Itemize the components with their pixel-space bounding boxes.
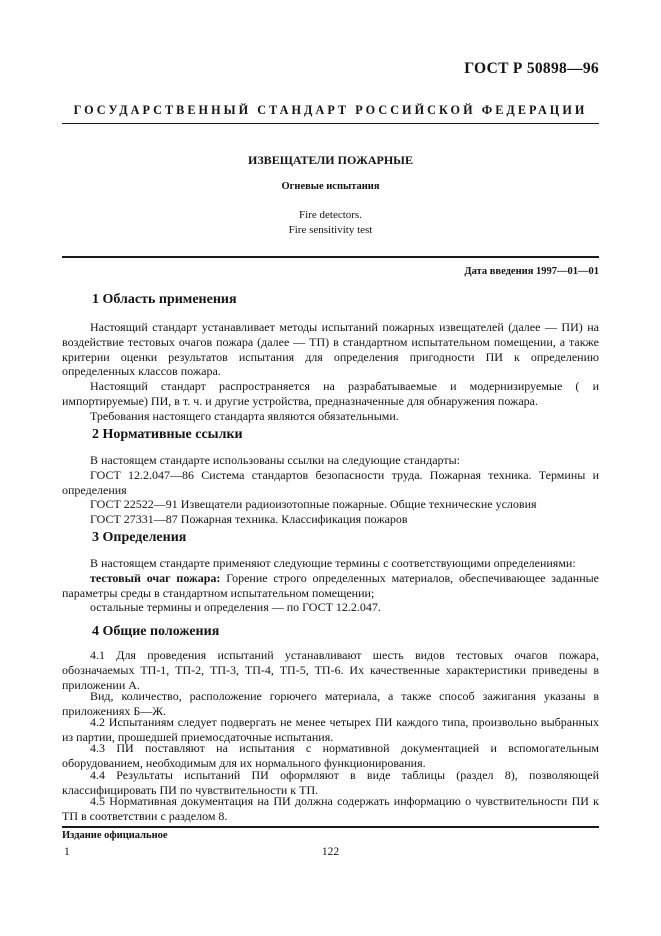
- section-1-paragraph: Требования настоящего стандарта являются обязательными.: [90, 409, 399, 423]
- sheet-number: 1: [64, 846, 70, 858]
- english-title-1: Fire detectors.: [299, 209, 362, 221]
- section-3-paragraph: В настоящем стандарте применяют следующие термины с соответствующими определениями:: [90, 556, 576, 570]
- title-rule: [62, 256, 599, 258]
- official-edition-label: Издание официальное: [62, 830, 168, 841]
- section-2-heading: 2 Нормативные ссылки: [92, 427, 243, 442]
- section-3-paragraph: остальные термины и определения — по ГОСТ 12.2.047.: [90, 600, 381, 614]
- footer-rule: [62, 826, 599, 828]
- term-definition: тестовый очаг пожара: Горение строго определенных материалов, обеспечивающее заданные параметры среды в стандартном испытательном помещении;: [62, 571, 599, 600]
- term-label: тестовый очаг пожара:: [90, 571, 221, 585]
- section-2-paragraph: В настоящем стандарте использованы ссылки на следующие стандарты:: [90, 453, 461, 467]
- section-1-paragraph: Настоящий стандарт устанавливает методы испытаний пожарных извещателей (далее — ПИ) на воздействие тестовых очагов пожара (далее — ТП) в стандартном испытательном помещении, а также критерии оценки результатов испытания для определения пригодности ПИ к определению определенных классов пожара.: [62, 320, 599, 379]
- section-1-paragraph: Настоящий стандарт распространяется на разрабатываемые и модернизируемые ( и импортируемые) ПИ, в т. ч. и другие устройства, предназначенные для обнаружения пожара.: [62, 379, 599, 408]
- clause-4-2: 4.2 Испытаниям следует подвергать не менее четырех ПИ каждого типа, произвольно выбранных из партии, прошедшей приемосдаточные испытания.: [62, 715, 599, 744]
- clause-4-1-note: Вид, количество, расположение горючего материала, а также способ зажигания указаны в приложениях Б—Ж.: [62, 689, 599, 718]
- section-1-heading: 1 Область применения: [92, 292, 237, 307]
- section-3-heading: 3 Определения: [92, 530, 187, 545]
- date-of-introduction: Дата введения 1997—01—01: [464, 266, 599, 277]
- clause-4-3: 4.3 ПИ поставляют на испытания с нормативной документацией и вспомогательным оборудованием, необходимым для их нормального функционирования.: [62, 741, 599, 770]
- reference-gost-27331: ГОСТ 27331—87 Пожарная техника. Классификация пожаров: [90, 512, 408, 526]
- header-rule: [62, 123, 599, 124]
- clause-4-5: 4.5 Нормативная документация на ПИ должна содержать информацию о чувствительности ПИ к ТП в соответствии с разделом 8.: [62, 794, 599, 823]
- reference-gost-22522: ГОСТ 22522—91 Извещатели радиоизотопные пожарные. Общие технические условия: [90, 497, 537, 511]
- reference-gost-12-2-047: ГОСТ 12.2.047—86 Система стандартов безопасности труда. Пожарная техника. Термины и определения: [62, 468, 599, 497]
- clause-4-4: 4.4 Результаты испытаний ПИ оформляют в виде таблицы (раздел 8), позволяющей классифицировать ПИ по чувствительности к ТП.: [62, 768, 599, 797]
- english-title-2: Fire sensitivity test: [288, 224, 373, 236]
- document-subtitle: Огневые испытания: [281, 181, 380, 192]
- clause-4-1: 4.1 Для проведения испытаний устанавливают шесть видов тестовых очагов пожара, обозначаемых ТП-1, ТП-2, ТП-3, ТП-4, ТП-5, ТП-6. Их качественные характеристики приведены в приложении А.: [62, 648, 599, 692]
- page-number: 122: [321, 846, 340, 858]
- standard-header: ГОСУДАРСТВЕННЫЙ СТАНДАРТ РОССИЙСКОЙ ФЕДЕРАЦИИ: [73, 103, 588, 117]
- document-title: ИЗВЕЩАТЕЛИ ПОЖАРНЫЕ: [248, 153, 413, 167]
- section-4-heading: 4 Общие положения: [92, 624, 220, 639]
- document-code: ГОСТ Р 50898—96: [464, 60, 599, 77]
